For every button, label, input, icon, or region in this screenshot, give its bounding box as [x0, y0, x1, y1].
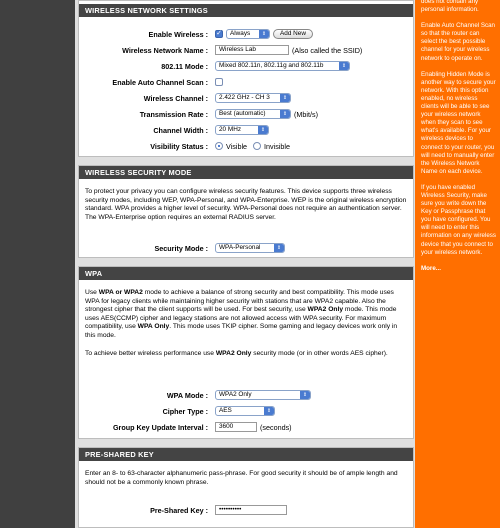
section-header: WPA: [79, 267, 413, 280]
rekey-input[interactable]: 3600: [215, 422, 257, 432]
rate-select[interactable]: Best (automatic) ⇕: [215, 109, 291, 119]
wireless-network-settings: [78, 0, 414, 157]
security-mode-row: [79, 242, 413, 254]
dropdown-arrow-icon: ⇕: [258, 126, 268, 134]
visible-radio[interactable]: [215, 142, 223, 150]
enable-wireless-checkbox[interactable]: ✓: [216, 30, 222, 37]
more-link[interactable]: More...: [421, 264, 441, 272]
psk-row: [79, 504, 413, 516]
wpa-mode-select[interactable]: WPA2 Only ⇕: [215, 390, 311, 400]
add-new-button[interactable]: Add New: [273, 29, 313, 39]
auto-channel-label: Enable Auto Channel Scan :: [112, 78, 208, 87]
help-text-hidden-mode: Enabling Hidden Mode is another way to secure your network. With this option enabled, no wireless clients will be able to see your wireless network when they scan to see what's available. For your wireless devices to connect to your router, you will need to manually enter the Wireless Network Name on each device.: [421, 70, 496, 175]
visibility-row: [79, 140, 413, 152]
width-select[interactable]: 20 MHz ⇕: [215, 125, 269, 135]
mode-label: 802.11 Mode :: [161, 62, 208, 71]
left-margin: [0, 0, 75, 528]
main-content: [75, 0, 415, 528]
dropdown-arrow-icon: ⇕: [259, 30, 269, 38]
wpa-description: Use WPA or WPA2 mode to achieve a balance of strong security and best compatibility. This mode uses WPA for legacy clients while maintaining higher security with stations that are WPA2 capable. Also the strongest cipher that the client supports will be used. For best security, use WPA2 Only mode. This mode uses AES(CCMP) cipher and legacy stations are not allowed access with WPA security. For maximum compatibility, use WPA Only. This mode uses TKIP cipher. Some gaming and legacy devices work only in this mode.: [85, 289, 398, 339]
network-name-input[interactable]: Wireless Lab: [215, 45, 289, 55]
enable-wireless-label: Enable Wireless :: [148, 30, 208, 39]
mode-select[interactable]: Mixed 802.11n, 802.11g and 802.11b ⇕: [215, 61, 350, 71]
section-header: WIRELESS NETWORK SETTINGS: [79, 4, 413, 17]
psk-input[interactable]: ••••••••••: [215, 505, 287, 515]
dropdown-arrow-icon: ⇕: [300, 391, 310, 399]
help-text-security: If you have enabled Wireless Security, make sure you write down the Key or Passphrase that you have configured. You will need to enter this information on any wireless device that you connect to your wireless network.: [421, 183, 496, 256]
help-text-privacy: does not contain any personal information.: [421, 0, 479, 14]
network-name-row: [79, 44, 413, 56]
channel-label: Wireless Channel :: [143, 94, 208, 103]
psk-description: Enter an 8- to 63-character alphanumeric pass-phrase. For good security it should be of ample length and should not be a commonly known phrase.: [85, 470, 398, 486]
rekey-row: [79, 421, 413, 433]
width-label: Channel Width :: [153, 126, 208, 135]
visible-label: Visible: [226, 141, 248, 151]
auto-channel-checkbox[interactable]: [215, 78, 223, 86]
mode-row: [79, 60, 413, 72]
help-text-auto-channel: Enable Auto Channel Scan so that the router can select the best possible channel for your wireless network to operate on.: [421, 22, 495, 62]
schedule-select[interactable]: Always ⇕: [226, 29, 270, 39]
cipher-row: [79, 405, 413, 417]
security-mode-select[interactable]: WPA-Personal ⇕: [215, 243, 285, 253]
cipher-select[interactable]: AES ⇕: [215, 406, 275, 416]
pre-shared-key-section: [78, 447, 414, 528]
dropdown-arrow-icon: ⇕: [264, 407, 274, 415]
help-sidebar: [415, 0, 500, 528]
cipher-label: Cipher Type :: [162, 407, 208, 416]
auto-channel-row: [79, 76, 413, 88]
width-row: [79, 124, 413, 136]
channel-row: [79, 92, 413, 104]
dropdown-arrow-icon: ⇕: [280, 110, 290, 118]
rate-label: Transmission Rate :: [139, 110, 208, 119]
rate-row: [79, 108, 413, 120]
dropdown-arrow-icon: ⇕: [274, 244, 284, 252]
rekey-label: Group Key Update Interval :: [112, 423, 208, 432]
security-description: To protect your privacy you can configure wireless security features. This device supports three wireless security modes, including WEP, WPA-Personal, and WPA-Enterprise. WEP is the original wireless encryption standard. WPA provides a higher level of security. WPA-Personal does not require an authentication server. The WPA-Enterprise option requires an external RADIUS server.: [85, 188, 407, 221]
wpa-mode-label: WPA Mode :: [166, 391, 208, 400]
ssid-note: (Also called the SSID): [292, 45, 363, 55]
visibility-label: Visibility Status :: [150, 142, 208, 151]
wpa-performance-note: To achieve better wireless performance use WPA2 Only security mode (or in other words AES cipher).: [85, 349, 388, 357]
section-header: PRE-SHARED KEY: [79, 448, 413, 461]
channel-select[interactable]: 2.422 GHz - CH 3 ⇕: [215, 93, 291, 103]
section-header: WIRELESS SECURITY MODE: [79, 166, 413, 179]
invisible-label: Invisible: [264, 141, 291, 151]
enable-wireless-row: [79, 28, 413, 40]
rate-unit: (Mbit/s): [294, 109, 318, 119]
invisible-radio[interactable]: [253, 142, 261, 150]
wpa-section: [78, 266, 414, 439]
wireless-security-mode: [78, 165, 414, 258]
dropdown-arrow-icon: ⇕: [339, 62, 349, 70]
dropdown-arrow-icon: ⇕: [280, 94, 290, 102]
wpa-mode-row: [79, 389, 413, 401]
network-name-label: Wireless Network Name :: [122, 46, 208, 55]
rekey-unit: (seconds): [260, 422, 292, 432]
psk-label: Pre-Shared Key :: [150, 506, 208, 515]
security-mode-label: Security Mode :: [154, 244, 208, 253]
